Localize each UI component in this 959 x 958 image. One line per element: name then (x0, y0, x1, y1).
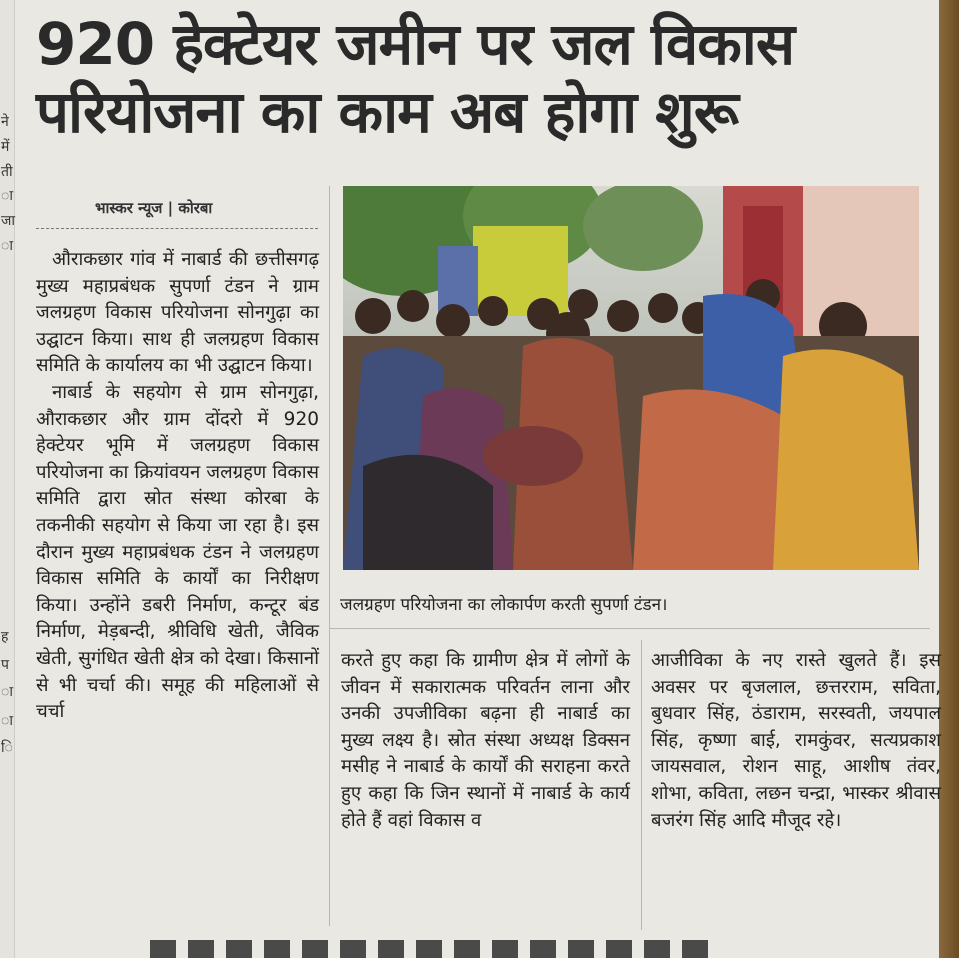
next-headline-fragment (150, 940, 710, 958)
margin-glyph: ा (1, 238, 13, 254)
news-photo (343, 186, 919, 570)
paragraph: करते हुए कहा कि ग्रामीण क्षेत्र में लोगों के जीवन में सकारात्मक परिवर्तन लाना और उनकी उपजीविका बढ़ना ही नाबार्ड का मुख्य लक्ष्य है। स्रोत संस्था अध्यक्ष डिक्सन मसीह ने नाबार्ड के कार्यों की सराहना करते हुए कहा कि जिन स्थानों में नाबार्ड के कार्य होते हैं वहां विकास व (341, 650, 630, 831)
adjacent-column-edge (0, 0, 15, 958)
margin-glyph: ा (1, 684, 13, 700)
table-edge (939, 0, 959, 958)
margin-glyph: ा (1, 713, 13, 729)
article-column-3 (651, 648, 941, 834)
crowd-photo-illustration (343, 186, 919, 570)
article-column-2 (341, 648, 630, 834)
margin-glyph: ती (1, 164, 13, 180)
margin-glyph: प (1, 657, 9, 673)
margin-glyph: जा (1, 213, 16, 229)
margin-glyph: ह (1, 629, 9, 645)
caption-divider (330, 628, 930, 629)
margin-glyph: ि (1, 740, 13, 756)
byline-divider (36, 228, 318, 229)
margin-glyph: ने (1, 114, 9, 130)
paragraph: नाबार्ड के सहयोग से ग्राम सोनगुढ़ा, औराकछार और ग्राम दोंदरो में 920 हेक्टेयर भूमि में जलग्रहण विकास परियोजना का क्रियांवयन जलग्रहण विकास समिति द्वारा स्रोत संस्था कोरबा के तकनीकी सहयोग से किया जा रहा है। इस दौरान मुख्य महाप्रबंधक टंडन ने जलग्रहण विकास समिति के कार्यों का निरीक्षण किया। उन्होंने डबरी निर्माण, कन्टूर बंड निर्माण, मेड़बन्दी, श्रीविधि खेती, जैविक खेती, सुगंधित खेती क्षेत्र को देखा। किसानों से भी चर्चा की। समूह की महिलाओं से चर्चा (36, 381, 319, 723)
paragraph: औराकछार गांव में नाबार्ड की छत्तीसगढ़ मुख्य महाप्रबंधक सुपर्णा टंडन ने ग्राम जलग्रहण विकास परियोजना सोनगुढ़ा का उद्घाटन किया। साथ ही जलग्रहण विकास समिति के कार्यालय का भी उद्घाटन किया। (36, 249, 319, 377)
column-divider (329, 186, 330, 926)
margin-glyph: में (1, 139, 10, 155)
headline (36, 10, 916, 146)
paragraph: आजीविका के नए रास्ते खुलते हैं। इस अवसर पर बृजलाल, छत्तरराम, सविता, बुधवार सिंह, ठंडाराम, सरस्वती, जयपाल सिंह, कृष्णा बाई, रामकुंवर, सत्यप्रकाश जायसवाल, रोशन साहू, आशीष तंवर, शोभा, कविता, लछन चन्द्रा, भास्कर श्रीवास बजरंग सिंह आदि मौजूद रहे। (651, 650, 941, 831)
margin-glyph: ा (1, 188, 13, 204)
headline-line-1: 920 हेक्टेयर जमीन पर जल विकास (36, 10, 795, 78)
photo-caption: जलग्रहण परियोजना का लोकार्पण करती सुपर्णा टंडन। (340, 595, 668, 615)
article-column-1 (36, 247, 319, 726)
byline: भास्कर न्यूज | कोरबा (95, 199, 213, 217)
headline-line-2: परियोजना का काम अब होगा शुरू (36, 78, 738, 146)
column-divider (641, 640, 642, 930)
